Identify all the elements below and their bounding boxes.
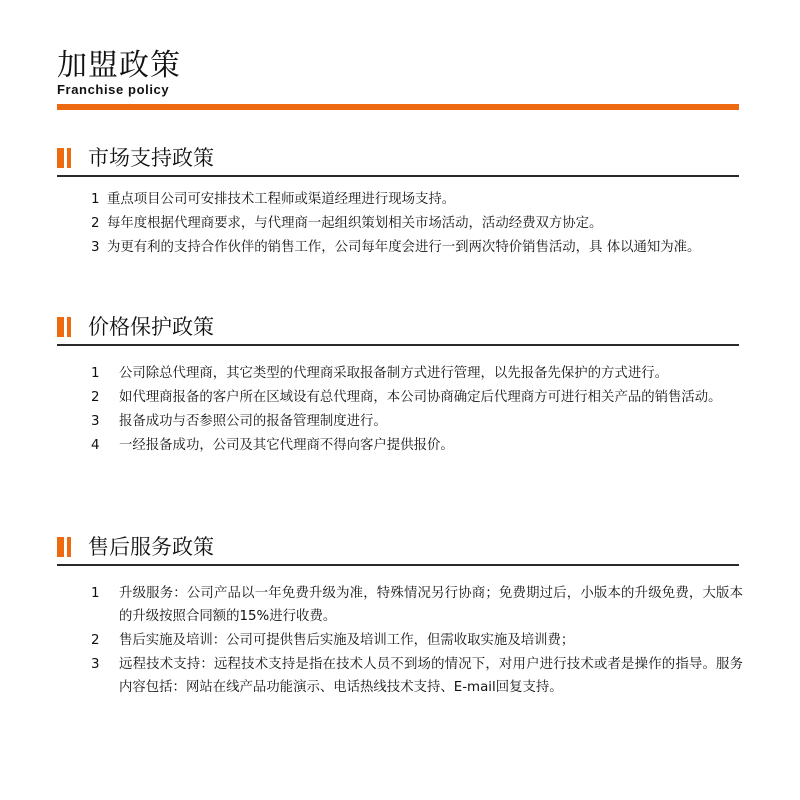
- item-number: 2: [91, 633, 100, 648]
- list-item: [57, 434, 739, 457]
- item-number: 2: [91, 390, 100, 405]
- section-divider: [57, 344, 739, 346]
- item-text: 公司除总代理商，其它类型的代理商采取报备制方式进行管理，以先报备先保护的方式进行。: [119, 366, 669, 381]
- item-number: 1: [91, 586, 100, 601]
- section-price-protection: [57, 313, 739, 453]
- section-divider: [57, 175, 739, 177]
- section-after-sales: [57, 533, 743, 695]
- section-marker-icon: [57, 148, 73, 168]
- item-text: 每年度根据代理商要求，与代理商一起组织策划相关市场活动，活动经费双方协定。: [107, 216, 603, 231]
- list-item: [57, 653, 743, 699]
- section-header: [57, 144, 739, 174]
- page-title: 加盟政策: [57, 48, 181, 83]
- item-text: 为更有利的支持合作伙伴的销售工作，公司每年度会进行一到两次特价销售活动，具 体以通知为准。: [107, 240, 701, 255]
- section-market-support: [57, 144, 739, 255]
- item-text: 售后实施及培训：公司可提供售后实施及培训工作，但需收取实施及培训费；: [119, 633, 575, 648]
- section-header: [57, 533, 739, 563]
- marker-bar-narrow: [67, 148, 71, 168]
- item-text: 重点项目公司可安排技术工程师或渠道经理进行现场支持。: [107, 192, 456, 207]
- page-subtitle: Franchise policy: [57, 82, 170, 97]
- section-title: 市场支持政策: [88, 146, 214, 170]
- item-list: [57, 582, 743, 700]
- list-item: [57, 188, 739, 211]
- item-number: 1: [91, 192, 100, 207]
- item-number: 2: [91, 216, 100, 231]
- section-marker-icon: [57, 537, 73, 557]
- marker-bar-narrow: [67, 317, 71, 337]
- section-divider: [57, 564, 739, 566]
- list-item: [57, 410, 739, 433]
- list-item: [57, 582, 743, 628]
- section-header: [57, 313, 739, 343]
- marker-bar-wide: [57, 537, 64, 557]
- item-text: 升级服务：公司产品以一年免费升级为准，特殊情况另行协商；免费期过后，小版本的升级免费，大版本的升级按照合同额的15%进行收费。: [119, 586, 743, 624]
- item-number: 3: [91, 414, 100, 429]
- item-list: [57, 188, 739, 260]
- item-text: 报备成功与否参照公司的报备管理制度进行。: [119, 414, 387, 429]
- section-title: 价格保护政策: [88, 315, 214, 339]
- marker-bar-wide: [57, 148, 64, 168]
- list-item: [57, 236, 739, 259]
- marker-bar-narrow: [67, 537, 71, 557]
- item-number: 3: [91, 657, 100, 672]
- item-number: 1: [91, 366, 100, 381]
- item-text: 远程技术支持：远程技术支持是指在技术人员不到场的情况下，对用户进行技术或者是操作的指导。服务内容包括：网站在线产品功能演示、电话热线技术支持、E-mail回复支持。: [119, 657, 743, 695]
- item-text: 一经报备成功，公司及其它代理商不得向客户提供报价。: [119, 438, 454, 453]
- header-divider: [57, 104, 739, 110]
- section-marker-icon: [57, 317, 73, 337]
- item-list: [57, 362, 739, 458]
- item-number: 3: [91, 240, 100, 255]
- list-item: [57, 386, 739, 409]
- item-text: 如代理商报备的客户所在区域设有总代理商，本公司协商确定后代理商方可进行相关产品的销售活动。: [119, 390, 722, 405]
- list-item: [57, 212, 739, 235]
- list-item: [57, 629, 739, 652]
- marker-bar-wide: [57, 317, 64, 337]
- list-item: [57, 362, 739, 385]
- section-title: 售后服务政策: [88, 535, 214, 559]
- item-number: 4: [91, 438, 100, 453]
